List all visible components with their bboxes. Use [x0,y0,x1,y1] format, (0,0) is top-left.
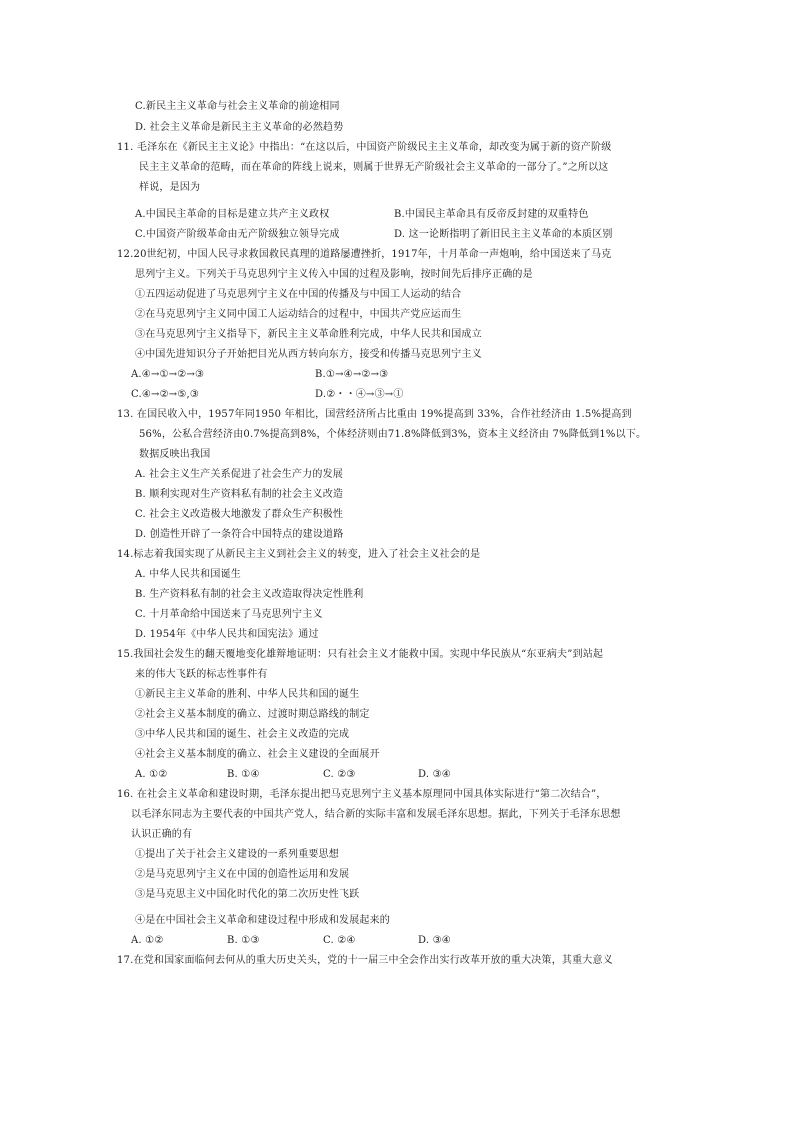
q14-option-b: B. 生产资料私有制的社会主义改造取得决定性胜利 [135,589,364,600]
q16-item-3: ③是马克思主义中国化时代化的第二次历史性飞跃 [135,889,360,900]
q14-stem-line-1: 14.标志着我国实现了从新民主主义到社会主义的转变，进入了社会主义社会的是 [117,549,481,560]
q16-item-4: ④是在中国社会主义革命和建设过程中形成和发展起来的 [135,915,390,926]
q15-options-row [135,768,475,782]
q16-option-a: A. ①② [131,935,164,946]
q15-stem-line-2: 来的伟大飞跃的标志性事件有 [135,669,268,680]
q12-stem-line-2: 思列宁主义。下列关于马克思列宁主义传入中国的过程及影响，按时间先后排序正确的是 [135,269,533,280]
q15-item-3: ③中华人民共和国的诞生、社会主义改造的完成 [135,729,350,740]
q12-item-1: ①五四运动促进了马克思列宁主义在中国的传播及与中国工人运动的结合 [135,289,462,300]
q13-stem-line-1: 13. 在国民收入中，1957年同1950 年相比，国营经济所占比重由 19%提高到 33%，合作社经济由 1.5%提高到 [117,409,632,420]
q15-item-4: ④社会主义基本制度的确立、社会主义建设的全面展开 [135,749,380,760]
q12-item-4: ④中国先进知识分子开始把目光从西方转向东方，接受和传播马克思列宁主义 [135,349,482,360]
q15-option-a: A. ①② [135,769,168,780]
q16-stem-line-2: 以毛泽东同志为主要代表的中国共产党人，结合新的实际丰富和发展毛泽东思想。据此，下列关于毛泽东思想 [131,809,621,820]
q12-stem-line-1: 12.20世纪初，中国人民寻求救国救民真理的道路屡遭挫折，1917年，十月革命一声炮响，给中国送来了马克 [117,249,612,260]
q11-option-b: B.中国民主革命具有反帝反封建的双重特色 [394,209,589,220]
q14-option-d: D. 1954年《中华人民共和国宪法》通过 [135,629,319,640]
q16-option-c: C. ②④ [323,935,356,946]
q14-option-c: C. 十月革命给中国送来了马克思列宁主义 [135,609,323,620]
q15-option-d: D. ③④ [418,769,451,780]
q11-stem-line-2: 民主主义革命的范畴，而在革命的阵线上说来，则属于世界无产阶级社会主义革命的一部分了。”之所以这 [139,162,609,173]
q11-options-row-1 [135,208,695,222]
q11-option-a: A.中国民主革命的目标是建立共产主义政权 [135,209,330,220]
q13-stem-line-2: 56%，公私合营经济由0.7%提高到8%，个体经济则由71.8%降低到3%，资本主义经济由 7%降低到1%以下。 [139,429,647,440]
q17-stem-line-1: 17.在党和国家面临何去何从的重大历史关头，党的十一届三中全会作出实行改革开放的重大决策，其重大意义 [117,955,613,966]
q13-option-b: B. 顺利实现对生产资料私有制的社会主义改造 [135,489,344,500]
q13-option-d: D. 创造性开辟了一条符合中国特点的建设道路 [135,529,344,540]
q16-option-d: D. ③④ [418,935,451,946]
q16-item-2: ②是马克思列宁主义在中国的创造性运用和发展 [135,869,350,880]
q11-option-d: D. 这一论断指明了新旧民主主义革命的本质区别 [394,229,613,240]
q16-options-row [131,934,471,948]
q16-stem-line-3: 认识正确的有 [131,829,193,840]
q15-item-1: ①新民主主义革命的胜利、中华人民共和国的诞生 [135,689,360,700]
q16-stem-line-1: 16. 在社会主义革命和建设时期，毛泽东提出把马克思列宁主义基本原理同中国具体实际进行“第二次结合”， [117,789,607,800]
q15-option-b: B. ①④ [227,769,260,780]
q12-option-c: C.④→②→⑤,③ [131,389,200,400]
q11-stem-line-3: 样说，是因为 [139,182,201,193]
q11-options-row-2 [135,228,695,242]
q15-option-c: C. ②③ [323,769,356,780]
q13-option-c: C. 社会主义改造极大地激发了群众生产积极性 [135,509,344,520]
q10-option-d: D. 社会主义革命是新民主主义革命的必然趋势 [135,122,344,133]
q12-option-b: B.①→④→②→③ [315,369,389,380]
q12-option-d: D.②・・④→③→① [315,389,404,400]
q16-item-1: ①提出了关于社会主义建设的一系列重要思想 [135,849,339,860]
q11-stem-line-1: 11. 毛泽东在《新民主主义论》中指出：“在这以后，中国资产阶级民主主义革命，却改变为属于新的资产阶级 [117,142,612,153]
q15-stem-line-1: 15.我国社会发生的翻天覆地变化雄辩地证明：只有社会主义才能救中国。实现中华民族从“东亚病夫”到站起 [117,649,604,660]
q13-stem-line-3: 数据反映出我国 [139,449,211,460]
q14-option-a: A. 中华人民共和国诞生 [135,569,241,580]
q16-option-b: B. ①③ [227,935,260,946]
q12-options-row-2 [131,388,551,402]
q10-option-c: C.新民主主义革命与社会主义革命的前途相同 [135,101,340,112]
q15-item-2: ②社会主义基本制度的确立、过渡时期总路线的制定 [135,709,370,720]
q12-option-a: A.④→①→②→③ [131,369,205,380]
q11-option-c: C.中国资产阶级革命由无产阶级独立领导完成 [135,229,340,240]
q12-options-row-1 [131,368,551,382]
q13-option-a: A. 社会主义生产关系促进了社会生产力的发展 [135,469,343,480]
q12-item-3: ③在马克思列宁主义指导下，新民主主义革命胜利完成，中华人民共和国成立 [135,329,482,340]
q12-item-2: ②在马克思列宁主义同中国工人运动结合的过程中，中国共产党应运而生 [135,309,462,320]
